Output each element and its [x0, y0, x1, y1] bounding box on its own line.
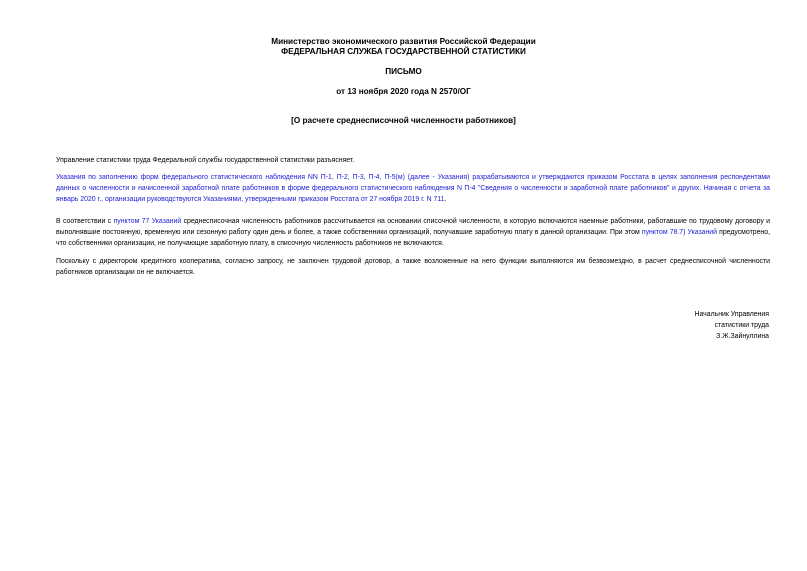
clause-78-7-link[interactable]: пунктом 78.7) Указаний [641, 229, 717, 236]
paragraph-conclusion: Поскольку с директором кредитного кооператива, согласно запросу, не заключен трудовой договор, а также возложенные на него функции выполняются им безвозмездно, в расчет среднесписочной численности работников организации он не включается. [56, 258, 770, 276]
text-segment: предусмотрено, что собственники организации, не получающие заработную плату, в списочную численность работников не включаются. [56, 229, 770, 247]
clause-77-link[interactable]: пунктом 77 Указаний [113, 218, 182, 225]
paragraph-intro: Управление статистики труда Федеральной службы государственной статистики разъясняет. [56, 157, 355, 164]
document-date-number: от 13 ноября 2020 года N 2570/ОГ [336, 87, 471, 96]
paragraph-end: . [444, 196, 447, 203]
signature-position: Начальник Управления [694, 311, 769, 318]
paragraph-instructions [38, 172, 770, 205]
paragraph-counting [38, 216, 770, 249]
text-segment: В соответствии с [56, 218, 112, 225]
document-type: ПИСЬМО [385, 67, 422, 76]
signature-department: статистики труда [714, 322, 769, 329]
order-711-link[interactable]: приказом Росстата от 27 ноября 2019 г. N 711 [298, 196, 445, 203]
service-title: ФЕДЕРАЛЬНАЯ СЛУЖБА ГОСУДАРСТВЕННОЙ СТАТИСТИКИ [281, 47, 526, 56]
ministry-title: Министерство экономического развития Российской Федерации [271, 37, 536, 46]
signature-name: З.Ж.Зайнуллина [716, 333, 769, 340]
instructions-link[interactable]: Указания по заполнению форм федерального статистического наблюдения NN П-1, П-2, П-3, П-4, П-5(м) (далее - Указания) разрабатываются и утверждаются приказом Росстата в целях заполнения респондентами данных о численности и начисленной заработной плате работников в форме федерального статистического наблюдения N П-4 "Сведения о численности и заработной плате работников" и других. Начиная с отчета за январь 2020 г., организации руководствуются Указаниями, утвержденными [56, 174, 770, 203]
text-segment: среднесписочная численность работников рассчитывается на основании списочной численности, в которую включаются наемные работники, работавшие по трудовому договору и выполнявшие постоянную, временную или сезонную работу один день и более, а также собственники организаций, получавшие заработную плату в данной организации. При этом [56, 218, 770, 236]
document-subject: [О расчете среднесписочной численности работников] [291, 116, 516, 125]
